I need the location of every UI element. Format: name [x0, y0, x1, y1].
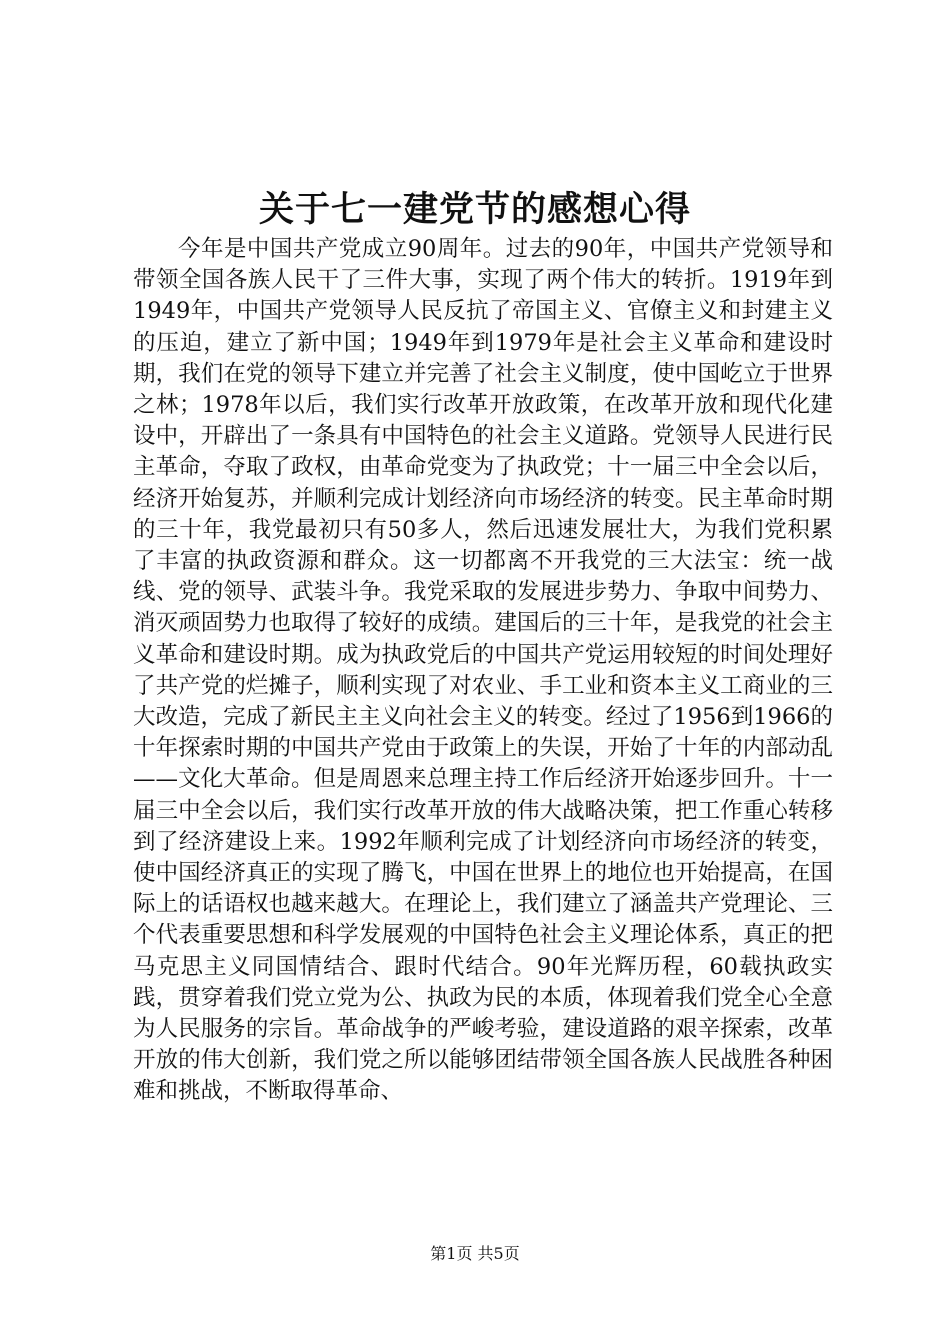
page-title: 关于七一建党节的感想心得	[258, 189, 691, 230]
page-number-footer: 第1页 共5页	[430, 1244, 520, 1263]
body-paragraph: 今年是中国共产党成立90周年。过去的90年，中国共产党领导和带领全国各族人民干了三件大事，实现了两个伟大的转折。1919年到1949年，中国共产党领导人民反抗了帝国主义、官僚主义和封建主义的压迫，建立了新中国；1949年到1979年是社会主义革命和建设时期，我们在党的领导下建立并完善了社会主义制度，使中国屹立于世界之林；1978年以后，我们实行改革开放政策，在改革开放和现代化建设中，开辟出了一条具有中国特色的社会主义道路。党领导人民进行民主革命，夺取了政权，由革命党变为了执政党；十一届三中全会以后，经济开始复苏，并顺利完成计划经济向市场经济的转变。民主革命时期的三十年，我党最初只有50多人，然后迅速发展壮大，为我们党积累了丰富的执政资源和群众。这一切都离不开我党的三大法宝：统一战线、党的领导、武装斗争。我党采取的发展进步势力、争取中间势力、消灭顽固势力也取得了较好的成绩。建国后的三十年，是我党的社会主义革命和建设时期。成为执政党后的中国共产党运用较短的时间处理好了共产党的烂摊子，顺利实现了对农业、手工业和资本主义工商业的三大改造，完成了新民主主义向社会主义的转变。经过了1956到1966的十年探索时期的中国共产党由于政策上的失误，开始了十年的内部动乱——文化大革命。但是周恩来总理主持工作后经济开始逐步回升。十一届三中全会以后，我们实行改革开放的伟大战略决策，把工作重心转移到了经济建设上来。1992年顺利完成了计划经济向市场经济的转变，使中国经济真正的实现了腾飞，中国在世界上的地位也开始提高，在国际上的话语权也越来越大。在理论上，我们建立了涵盖共产党理论、三个代表重要思想和科学发展观的中国特色社会主义理论体系，真正的把马克思主义同国情结合、跟时代结合。90年光辉历程，60载执政实践，贯穿着我们党立党为公、执政为民的本质，体现着我们党全心全意为人民服务的宗旨。革命战争的严峻考验，建设道路的艰辛探索，改革开放的伟大创新，我们党之所以能够团结带领全国各族人民战胜各种困难和挑战，不断取得革命、	[133, 236, 833, 1105]
